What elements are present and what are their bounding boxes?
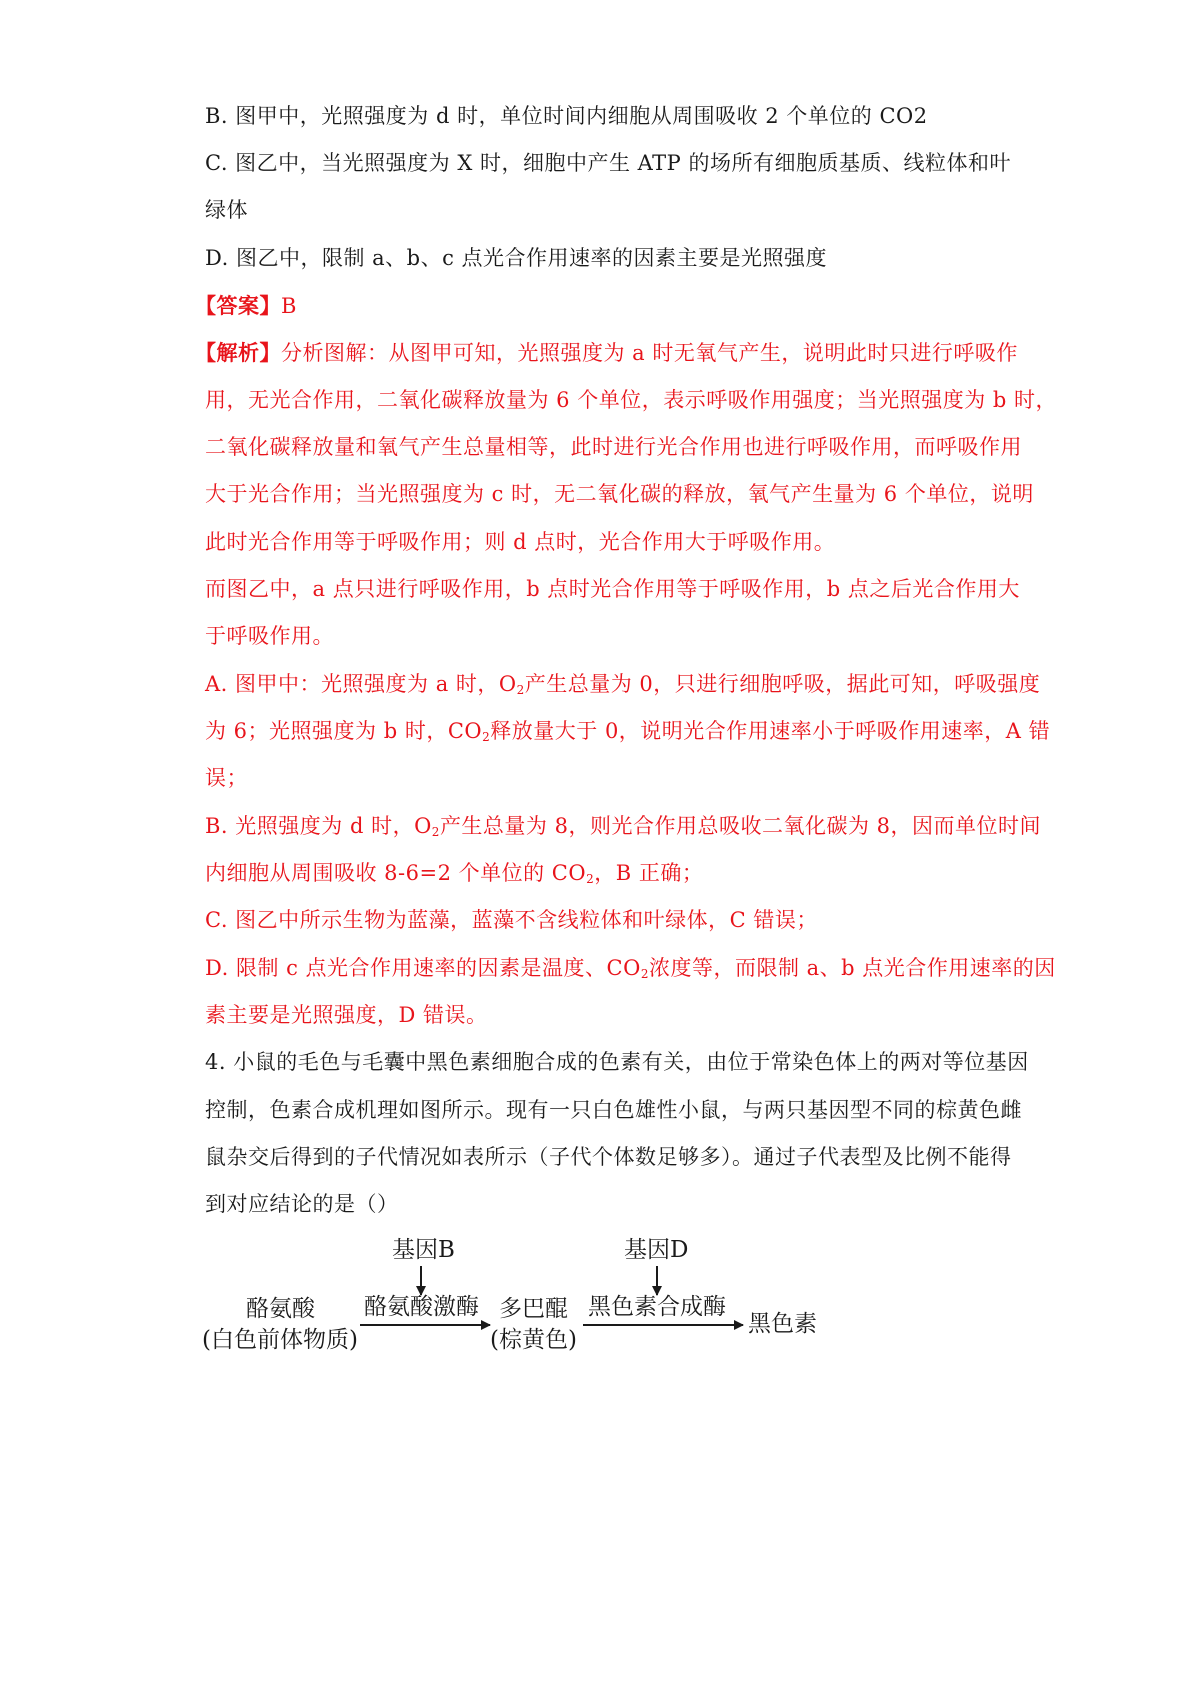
enzyme1-label: 酪氨酸激酶 bbox=[364, 1294, 479, 1320]
analysis-d-l1-post: 浓度等，而限制 a、b 点光合作用速率的因 bbox=[648, 956, 1056, 980]
analysis-label: 【解析】 bbox=[195, 340, 281, 365]
analysis-p1-l4: 大于光合作用；当光照强度为 c 时，无二氧化碳的释放，氧气产生量为 6 个单位，说明 bbox=[205, 482, 1034, 506]
analysis-a-l2-pre: 为 6；光照强度为 b 时，CO bbox=[205, 719, 483, 743]
analysis-b-l1 bbox=[205, 816, 1041, 838]
gene-d-label: 基因D bbox=[624, 1237, 689, 1263]
analysis-d-l2: 素主要是光照强度，D 错误。 bbox=[205, 1003, 488, 1027]
analysis-a-l2-post: 释放量大于 0，说明光合作用速率小于呼吸作用速率，A 错 bbox=[490, 719, 1051, 743]
answer-label: 【答案】 bbox=[195, 293, 281, 318]
analysis-a-l1-post: 产生总量为 0，只进行细胞呼吸，据此可知，呼吸强度 bbox=[524, 672, 1041, 696]
analysis-p1-l2: 用，无光合作用，二氧化碳释放量为 6 个单位，表示呼吸作用强度；当光照强度为 b 时， bbox=[205, 388, 1058, 412]
subscript: 2 bbox=[482, 730, 491, 744]
analysis-a-l1 bbox=[205, 674, 1040, 696]
analysis-b-l1-post: 产生总量为 8，则光合作用总吸收二氧化碳为 8，因而单位时间 bbox=[439, 814, 1042, 838]
dopaquinone-note: (棕黄色) bbox=[490, 1327, 577, 1353]
analysis-a-l1-pre: A. 图甲中：光照强度为 a 时，O bbox=[205, 672, 517, 696]
question4-l4: 到对应结论的是（） bbox=[205, 1192, 399, 1216]
analysis-b-l2 bbox=[205, 863, 703, 885]
subscript: 2 bbox=[586, 872, 595, 886]
subscript: 2 bbox=[516, 683, 525, 697]
analysis-p2-l2: 于呼吸作用。 bbox=[205, 624, 334, 648]
analysis-a-l3: 误； bbox=[205, 766, 248, 790]
analysis-c-l1: C. 图乙中所示生物为蓝藻，蓝藻不含线粒体和叶绿体，C 错误； bbox=[205, 908, 818, 932]
answer-value: B bbox=[281, 294, 297, 318]
analysis-b-l2-post: ，B 正确； bbox=[594, 861, 704, 885]
analysis-p1-l1: 分析图解：从图甲可知，光照强度为 a 时无氧气产生，说明此时只进行呼吸作 bbox=[281, 341, 1018, 365]
option-c-line2: 绿体 bbox=[205, 198, 248, 222]
analysis-p2-l1: 而图乙中，a 点只进行呼吸作用，b 点时光合作用等于呼吸作用，b 点之后光合作用大 bbox=[205, 577, 1020, 601]
subscript: 2 bbox=[431, 825, 440, 839]
question4-l1: 4. 小鼠的毛色与毛囊中黑色素细胞合成的色素有关，由位于常染色体上的两对等位基因 bbox=[205, 1050, 1029, 1074]
answer-line bbox=[195, 295, 297, 317]
analysis-p1-l3: 二氧化碳释放量和氧气产生总量相等，此时进行光合作用也进行呼吸作用，而呼吸作用 bbox=[205, 435, 1022, 459]
tyrosine-note: (白色前体物质) bbox=[202, 1327, 358, 1353]
gene-b-label: 基因B bbox=[392, 1237, 455, 1263]
analysis-b-l2-pre: 内细胞从周围吸收 8-6=2 个单位的 CO bbox=[205, 861, 587, 885]
question4-l2: 控制，色素合成机理如图所示。现有一只白色雄性小鼠，与两只基因型不同的棕黄色雌 bbox=[205, 1098, 1022, 1122]
option-b: B. 图甲中，光照强度为 d 时，单位时间内细胞从周围吸收 2 个单位的 CO2 bbox=[205, 104, 928, 128]
analysis-p1-l5: 此时光合作用等于呼吸作用；则 d 点时，光合作用大于呼吸作用。 bbox=[205, 530, 836, 554]
tyrosine-label: 酪氨酸 bbox=[246, 1296, 315, 1322]
melanin-label: 黑色素 bbox=[748, 1311, 817, 1337]
analysis-line1 bbox=[195, 342, 1018, 364]
analysis-d-l1 bbox=[205, 958, 1056, 980]
analysis-b-l1-pre: B. 光照强度为 d 时，O bbox=[205, 814, 432, 838]
option-d: D. 图乙中，限制 a、b、c 点光合作用速率的因素主要是光照强度 bbox=[205, 246, 828, 270]
subscript: 2 bbox=[640, 967, 649, 981]
analysis-d-l1-pre: D. 限制 c 点光合作用速率的因素是温度、CO bbox=[205, 956, 641, 980]
enzyme2-label: 黑色素合成酶 bbox=[588, 1294, 726, 1320]
dopaquinone-label: 多巴醌 bbox=[499, 1296, 568, 1322]
analysis-a-l2 bbox=[205, 721, 1050, 743]
option-c-line1: C. 图乙中，当光照强度为 X 时，细胞中产生 ATP 的场所有细胞质基质、线粒体和叶 bbox=[205, 151, 1011, 175]
question4-l3: 鼠杂交后得到的子代情况如表所示（子代个体数足够多）。通过子代表型及比例不能得 bbox=[205, 1145, 1012, 1169]
